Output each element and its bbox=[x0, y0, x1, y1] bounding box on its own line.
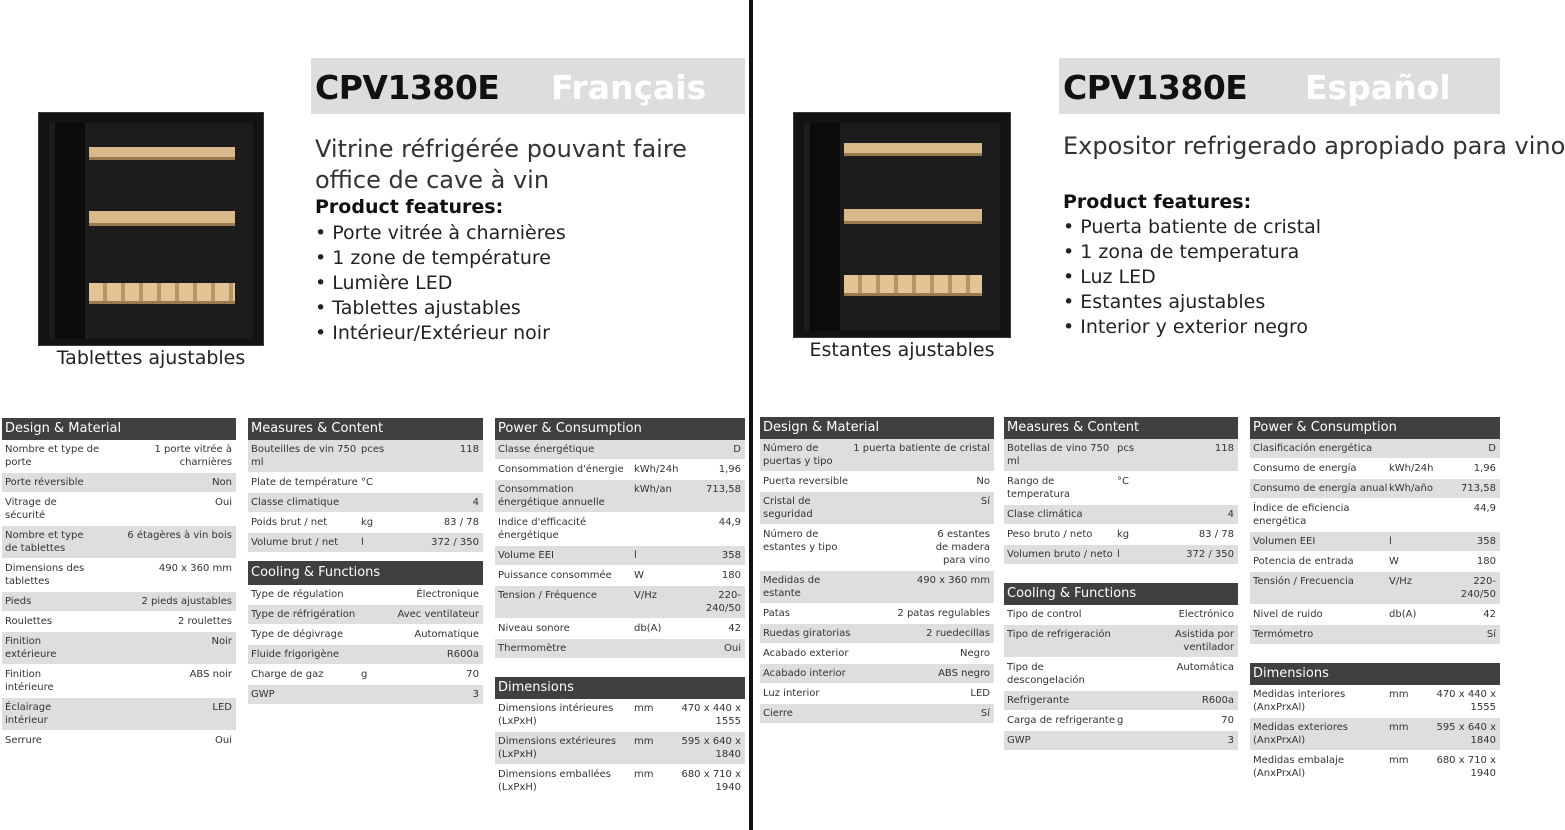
features-title: Product features: bbox=[1063, 191, 1252, 213]
table-row: Finition extérieure Noir bbox=[2, 632, 236, 665]
table-row: Volumen bruto / neto l 372 / 350 bbox=[1004, 545, 1238, 565]
feature-item: • 1 zone de température bbox=[315, 246, 566, 271]
table-row: Ruedas giratorias 2 ruedecillas bbox=[760, 624, 994, 644]
table-row: Termómetro Sí bbox=[1250, 625, 1500, 645]
table-row: Dimensions intérieures (LxPxH) mm 470 x 440 x 1555 bbox=[495, 699, 745, 732]
table-row: Patas 2 patas regulables bbox=[760, 604, 994, 624]
table-row: Tipo de descongelación Automática bbox=[1004, 658, 1238, 691]
feature-item: • Puerta batiente de cristal bbox=[1063, 215, 1321, 240]
table-row: Pieds 2 pieds ajustables bbox=[2, 592, 236, 612]
measures-content-table bbox=[248, 418, 483, 705]
design-material-table bbox=[2, 418, 236, 751]
power-consumption-table bbox=[1250, 417, 1500, 784]
table-row: Luz interior LED bbox=[760, 684, 994, 704]
title-bar bbox=[1059, 58, 1500, 114]
features-list bbox=[1063, 215, 1321, 340]
table-row: Tensión / Frecuencia V/Hz 220-240/50 bbox=[1250, 572, 1500, 605]
table-row: Indice d'efficacité énergétique 44,9 bbox=[495, 513, 745, 546]
feature-item: • Intérieur/Extérieur noir bbox=[315, 321, 566, 346]
table-row: Volume brut / net l 372 / 350 bbox=[248, 533, 483, 553]
table-title: Dimensions bbox=[1250, 663, 1500, 685]
table-row: Medidas embalaje (AnxPrxAl) mm 680 x 710 x 1940 bbox=[1250, 751, 1500, 784]
table-row: Consumo de energía kWh/24h 1,96 bbox=[1250, 459, 1500, 479]
table-row: Niveau sonore db(A) 42 bbox=[495, 619, 745, 639]
table-row: Medidas exteriores (AnxPrxAl) mm 595 x 640 x 1840 bbox=[1250, 718, 1500, 751]
table-row: Medidas interiores (AnxPrxAl) mm 470 x 440 x 1555 bbox=[1250, 685, 1500, 718]
table-row: Tension / Fréquence V/Hz 220-240/50 bbox=[495, 586, 745, 619]
table-row: Acabado interior ABS negro bbox=[760, 664, 994, 684]
table-row: Número de puertas y tipo 1 puerta batiente de cristal bbox=[760, 439, 994, 472]
table-row: Clasificación energética D bbox=[1250, 439, 1500, 459]
table-row: Type de réfrigération Avec ventilateur bbox=[248, 605, 483, 625]
table-row: Índice de eficiencia energética 44,9 bbox=[1250, 499, 1500, 532]
table-row: Type de régulation Électronique bbox=[248, 585, 483, 605]
product-photo bbox=[38, 112, 264, 346]
table-row: Botellas de vino 750 ml pcs 118 bbox=[1004, 439, 1238, 472]
feature-item: • 1 zona de temperatura bbox=[1063, 240, 1321, 265]
table-row: Dimensions des tablettes 490 x 360 mm bbox=[2, 559, 236, 592]
table-title: Design & Material bbox=[2, 418, 236, 440]
french-section bbox=[0, 0, 749, 830]
model-name: CPV1380E bbox=[315, 68, 500, 107]
table-title: Cooling & Functions bbox=[248, 561, 483, 585]
table-title: Measures & Content bbox=[1004, 417, 1238, 439]
title-bar bbox=[311, 58, 745, 114]
table-row: Type de dégivrage Automatique bbox=[248, 625, 483, 645]
table-title: Dimensions bbox=[495, 677, 745, 699]
table-row: Clase climática 4 bbox=[1004, 505, 1238, 525]
table-row: Potencia de entrada W 180 bbox=[1250, 552, 1500, 572]
table-row: Consumo de energía anual kWh/año 713,58 bbox=[1250, 479, 1500, 499]
table-row: Classe climatique 4 bbox=[248, 493, 483, 513]
features-title: Product features: bbox=[315, 196, 504, 218]
spanish-section bbox=[753, 0, 1565, 830]
table-row: GWP 3 bbox=[1004, 731, 1238, 751]
table-row: Fluide frigorigène R600a bbox=[248, 645, 483, 665]
table-title: Design & Material bbox=[760, 417, 994, 439]
headline: Expositor refrigerado apropiado para vino bbox=[1063, 132, 1565, 160]
table-row: Cierre Sí bbox=[760, 704, 994, 724]
table-row: Roulettes 2 roulettes bbox=[2, 612, 236, 632]
feature-item: • Interior y exterior negro bbox=[1063, 315, 1321, 340]
table-title: Power & Consumption bbox=[1250, 417, 1500, 439]
table-row: Vitrage de sécurité Oui bbox=[2, 493, 236, 526]
language-label: Español bbox=[1305, 68, 1451, 107]
table-row: Finition intérieure ABS noir bbox=[2, 665, 236, 698]
table-row: Medidas de estante 490 x 360 mm bbox=[760, 571, 994, 604]
table-row: Classe énergétique D bbox=[495, 440, 745, 460]
power-consumption-table bbox=[495, 418, 745, 798]
table-title: Power & Consumption bbox=[495, 418, 745, 440]
table-row: Carga de refrigerante g 70 bbox=[1004, 711, 1238, 731]
table-row: Nombre et type de tablettes 6 étagères à vin bois bbox=[2, 526, 236, 559]
table-title: Cooling & Functions bbox=[1004, 583, 1238, 605]
table-row: Serrure Oui bbox=[2, 731, 236, 751]
table-row: Acabado exterior Negro bbox=[760, 644, 994, 664]
photo-caption: Estantes ajustables bbox=[809, 339, 995, 361]
table-row: Volume EEI l 358 bbox=[495, 546, 745, 566]
photo-caption: Tablettes ajustables bbox=[56, 347, 246, 369]
table-row: Charge de gaz g 70 bbox=[248, 665, 483, 685]
table-row: Refrigerante R600a bbox=[1004, 691, 1238, 711]
feature-item: • Tablettes ajustables bbox=[315, 296, 566, 321]
table-title: Measures & Content bbox=[248, 418, 483, 440]
table-row: Dimensions emballées (LxPxH) mm 680 x 710 x 1940 bbox=[495, 765, 745, 798]
table-row: Cristal de seguridad Sí bbox=[760, 492, 994, 525]
feature-item: • Luz LED bbox=[1063, 265, 1321, 290]
table-row: Consommation énergétique annuelle kWh/an 713,58 bbox=[495, 480, 745, 513]
table-row: Éclairage intérieur LED bbox=[2, 698, 236, 731]
table-row: GWP 3 bbox=[248, 685, 483, 705]
feature-item: • Lumière LED bbox=[315, 271, 566, 296]
table-row: Tipo de refrigeración Asistida por ventilador bbox=[1004, 625, 1238, 658]
table-row: Rango de temperatura °C bbox=[1004, 472, 1238, 505]
table-row: Número de estantes y tipo 6 estantes de madera para vino bbox=[760, 525, 994, 571]
table-row: Nivel de ruido db(A) 42 bbox=[1250, 605, 1500, 625]
table-row: Consommation d'énergie kWh/24h 1,96 bbox=[495, 460, 745, 480]
table-row: Dimensions extérieures (LxPxH) mm 595 x 640 x 1840 bbox=[495, 732, 745, 765]
model-name: CPV1380E bbox=[1063, 68, 1248, 107]
table-row: Nombre et type de porte 1 porte vitrée à charnières bbox=[2, 440, 236, 473]
table-row: Porte réversible Non bbox=[2, 473, 236, 493]
design-material-table bbox=[760, 417, 994, 724]
feature-item: • Estantes ajustables bbox=[1063, 290, 1321, 315]
table-row: Poids brut / net kg 83 / 78 bbox=[248, 513, 483, 533]
table-row: Bouteilles de vin 750 ml pces 118 bbox=[248, 440, 483, 473]
table-row: Thermomètre Oui bbox=[495, 639, 745, 659]
table-row: Puerta reversible No bbox=[760, 472, 994, 492]
headline: Vitrine réfrigérée pouvant faire office de cave à vin bbox=[315, 135, 687, 194]
product-photo bbox=[793, 112, 1011, 338]
table-row: Plate de température °C bbox=[248, 473, 483, 493]
feature-item: • Porte vitrée à charnières bbox=[315, 221, 566, 246]
table-row: Puissance consommée W 180 bbox=[495, 566, 745, 586]
measures-content-table bbox=[1004, 417, 1238, 751]
features-list bbox=[315, 221, 566, 346]
table-row: Peso bruto / neto kg 83 / 78 bbox=[1004, 525, 1238, 545]
table-row: Tipo de control Electrónico bbox=[1004, 605, 1238, 625]
language-label: Français bbox=[551, 68, 707, 107]
table-row: Volumen EEI l 358 bbox=[1250, 532, 1500, 552]
